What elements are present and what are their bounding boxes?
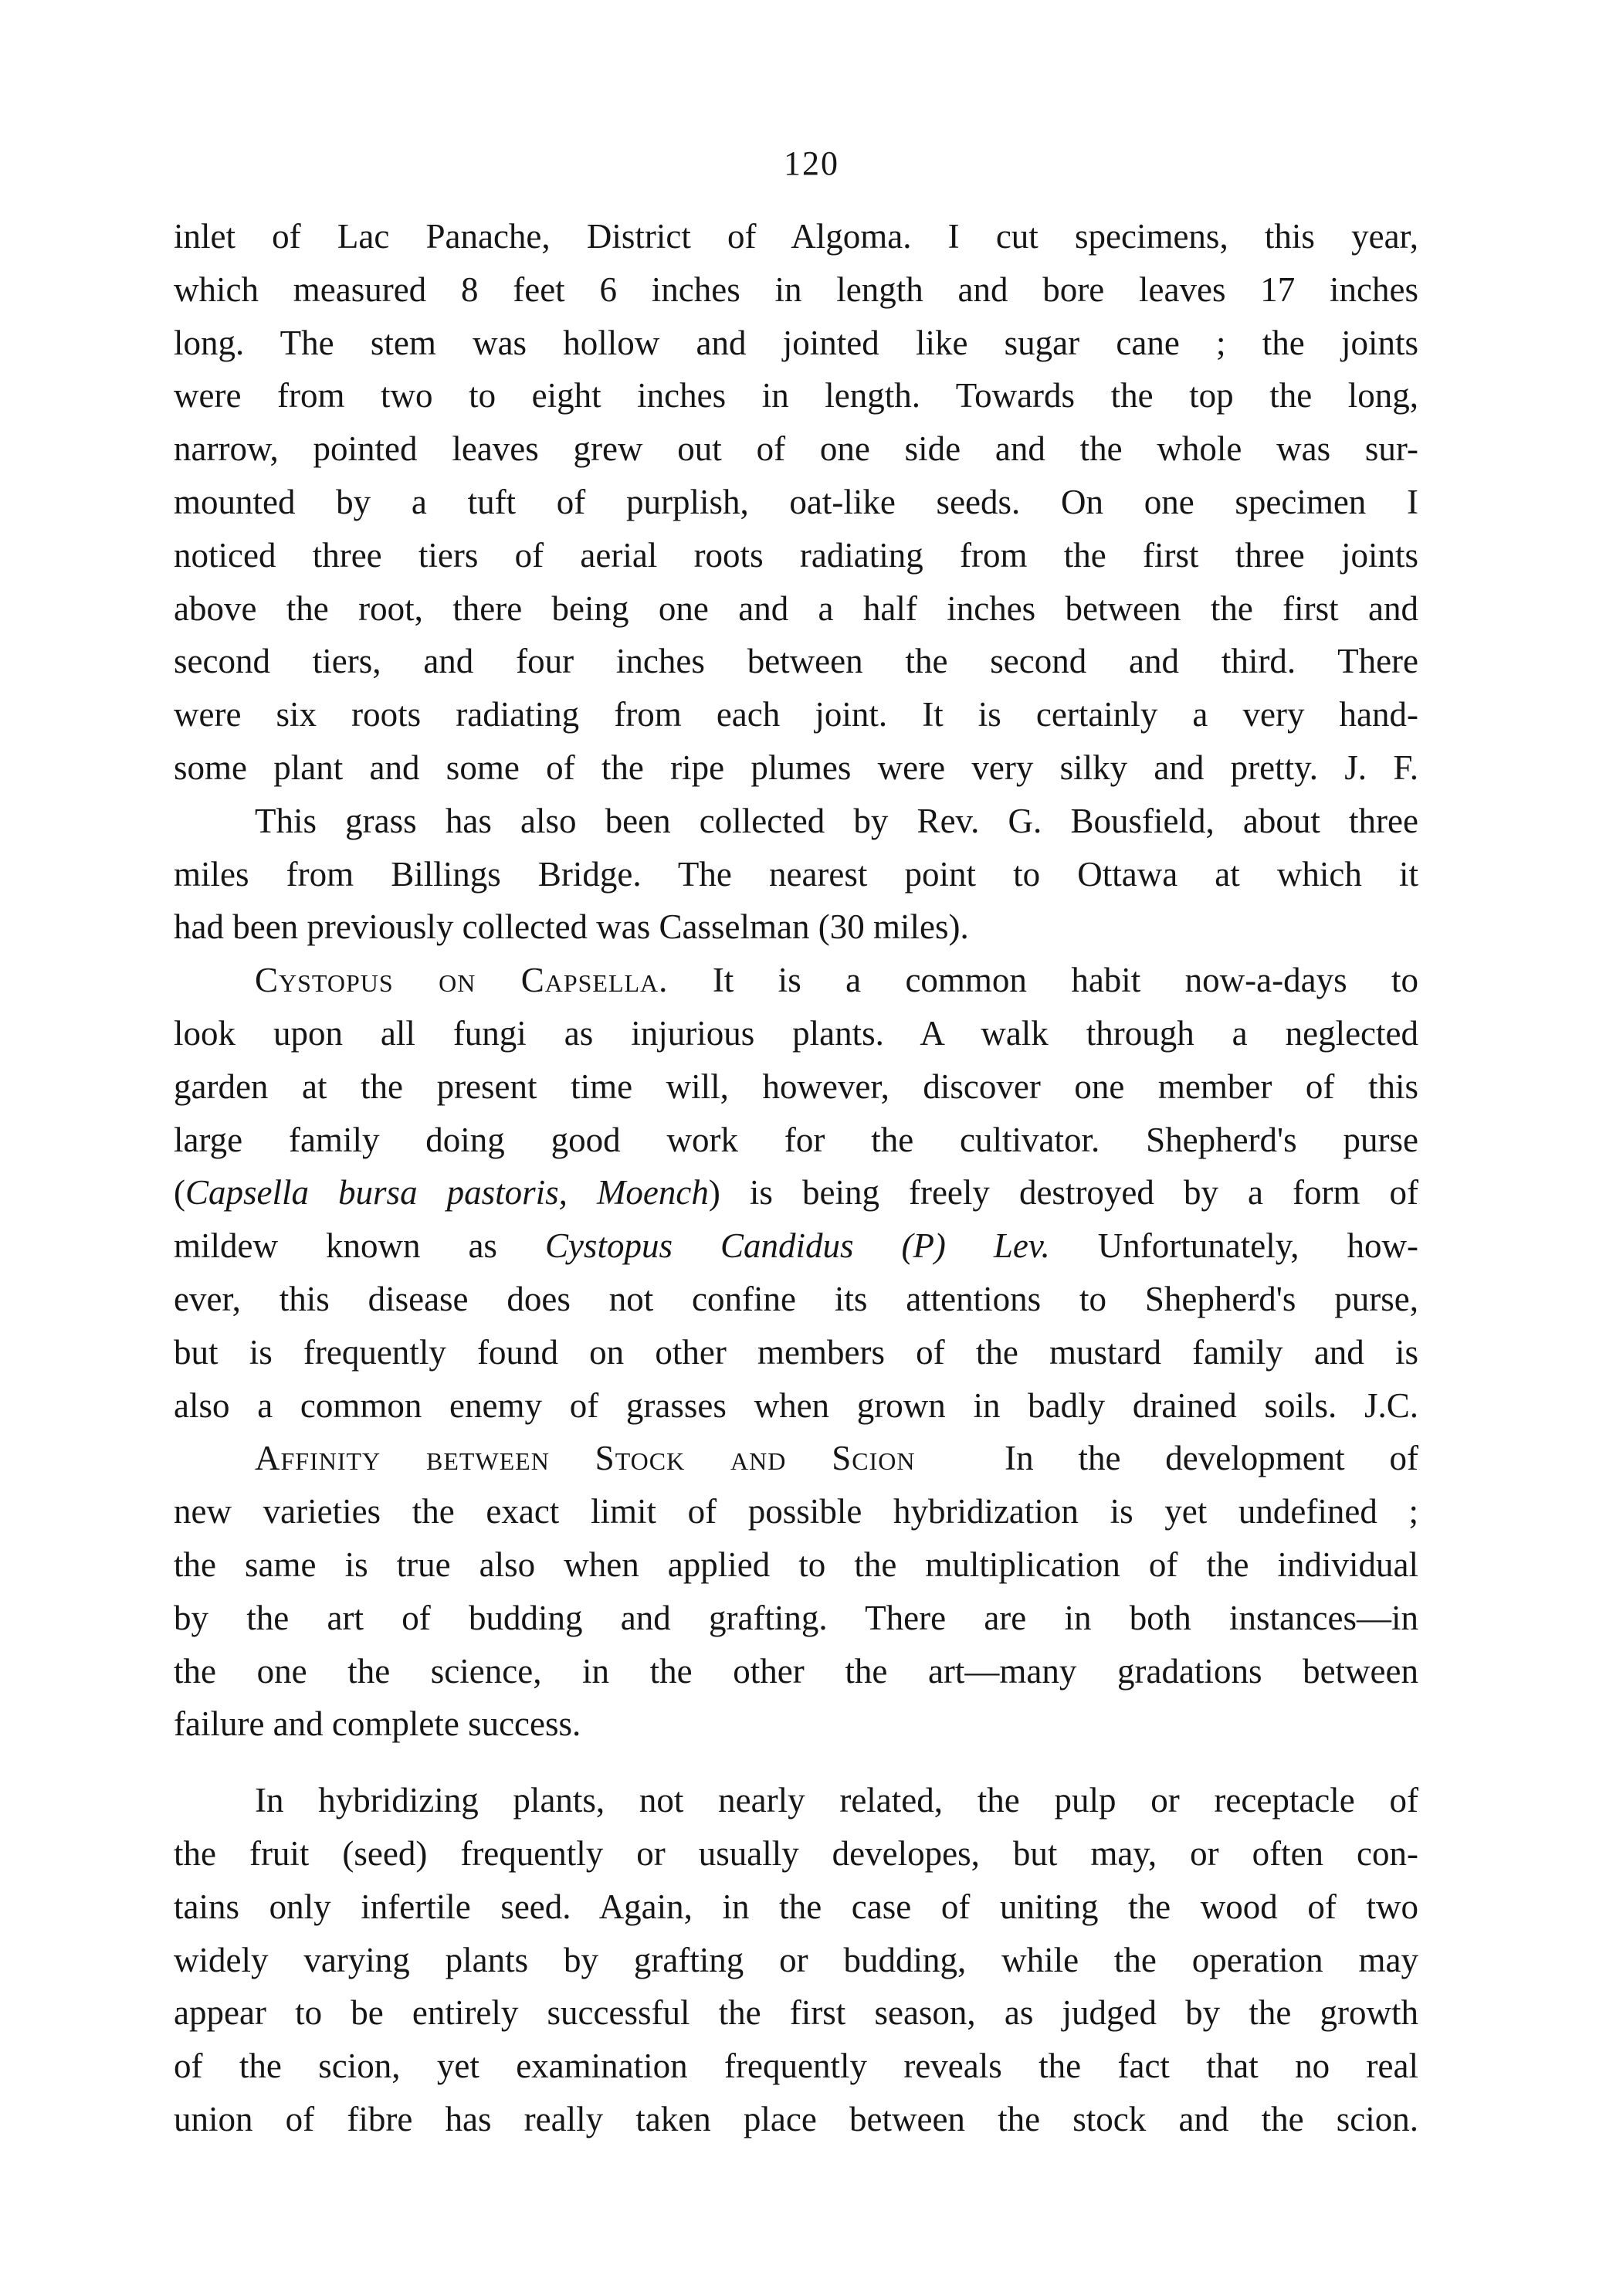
text-line: of the scion, yet examination frequently reveals the fact that no real [174,2047,1418,2086]
text-line: garden at the present time will, however, discover one member of this [174,1067,1418,1106]
text-line: miles from Billings Bridge. The nearest point to Ottawa at which it [174,854,1418,894]
text-line: long. The stem was hollow and jointed like sugar cane ; the joints [174,323,1418,362]
text-line: by the art of budding and grafting. There are in both instances—in [174,1598,1418,1637]
text-line: second tiers, and four inches between the second and third. There [174,642,1418,681]
text-line: some plant and some of the ripe plumes were very silky and pretty. J. F. [174,748,1418,787]
paragraph [174,210,1418,795]
text-line: large family doing good work for the cultivator. Shepherd's purse [174,1120,1418,1159]
text-fragment: In the development of [1005,1439,1419,1478]
text-line: look upon all fungi as injurious plants. A walk through a neglected [174,1013,1418,1053]
text-line: inlet of Lac Panache, District of Algoma. I cut specimens, this year, [174,217,1418,256]
text-line: mounted by a tuft of purplish, oat-like seeds. On one specimen I [174,482,1418,521]
text-line: ever, this disease does not confine its attentions to Shepherd's purse, [174,1279,1418,1318]
species-name: Capsella bursa pastoris, Moench [185,1173,709,1212]
text-line [174,1219,1418,1273]
text-fragment: ( [174,1173,185,1212]
text-line: above the root, there being one and a half inches between the first and [174,588,1418,628]
text-line: failure and complete success. [174,1704,581,1744]
species-name: Cystopus Candidus (P) Lev. [544,1226,1050,1266]
paragraph [174,1432,1418,1751]
text-line: new varieties the exact limit of possible hybridization is yet undefined ; [174,1492,1418,1531]
text-fragment: Unfortunately, how- [1049,1226,1419,1266]
section-heading: Affinity between Stock and Scion [255,1439,916,1478]
paragraph [174,954,1418,1432]
text-line: which measured 8 feet 6 inches in length and bore leaves 17 inches [174,270,1418,309]
text-line [174,1432,1418,1485]
text-line: noticed three tiers of aerial roots radiating from the first three joints [174,535,1418,575]
text-line: This grass has also been collected by Rev. G. Bousfield, about three [255,801,1418,840]
paragraph [174,1774,1418,2146]
text-line: In hybridizing plants, not nearly related, the pulp or receptacle of [255,1781,1418,1820]
text-fragment: It is a common habit now-a-days to [712,961,1418,1000]
text-line: narrow, pointed leaves grew out of one side and the whole was sur- [174,429,1418,469]
body-text [174,210,1418,2146]
text-line [174,1166,1418,1219]
text-fragment: mildew known as [174,1226,545,1266]
paragraph [174,795,1418,954]
text-line: appear to be entirely successful the first season, as judged by the growth [174,1993,1418,2033]
text-line: the fruit (seed) frequently or usually developes, but may, or often con- [174,1833,1418,1873]
paragraph-spacer [174,1751,1418,1774]
text-line: were from two to eight inches in length. Towards the top the long, [174,376,1418,415]
section-heading: Cystopus on Capsella. [255,961,669,1000]
text-line: widely varying plants by grafting or budding, while the operation may [174,1940,1418,1979]
text-line: but is frequently found on other members of the mustard family and is [174,1332,1418,1372]
text-line [174,954,1418,1007]
text-line: were six roots radiating from each joint. It is certainly a very hand- [174,695,1418,734]
text-line: union of fibre has really taken place between the stock and the scion. [174,2099,1418,2138]
text-line: the same is true also when applied to the multiplication of the individual [174,1545,1418,1584]
text-line: the one the science, in the other the art—many gradations between [174,1651,1418,1691]
text-line: also a common enemy of grasses when grown in badly drained soils. J.C. [174,1385,1418,1425]
text-line: tains only infertile seed. Again, in the case of uniting the wood of two [174,1887,1418,1926]
text-fragment: ) is being freely destroyed by a form of [708,1173,1418,1212]
text-line: had been previously collected was Casselman (30 miles). [174,907,969,947]
page-number: 120 [784,144,839,182]
